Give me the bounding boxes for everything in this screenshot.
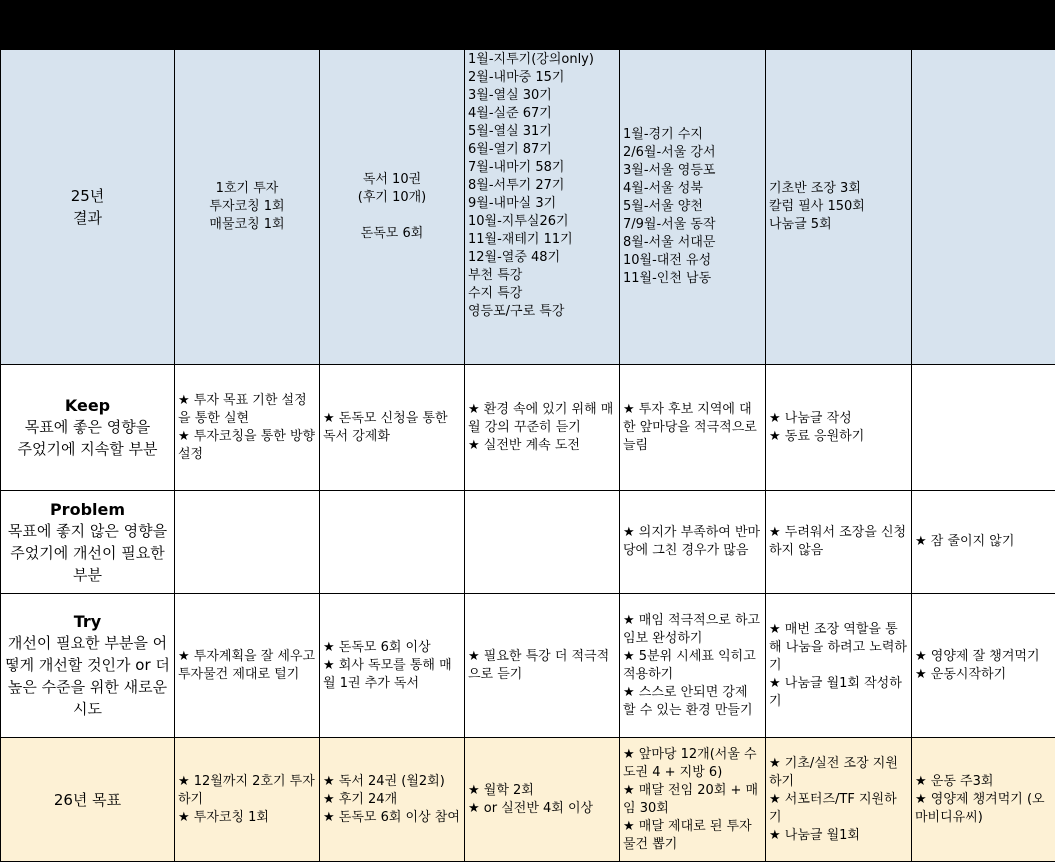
result-environment: 기초반 조장 3회 칼럼 필사 150회 나눔글 5회 [766, 50, 912, 365]
goal-imjang: ★ 앞마당 12개(서울 수도권 4 + 지방 6) ★ 매달 전임 20회 + 매임 30회 ★ 매달 제대로 된 투자 물건 뽑기 [620, 738, 766, 862]
problem-health: ★ 잠 줄이지 않기 [912, 491, 1055, 594]
header-category: 무한한상상 [1, 1, 175, 50]
row-2025-result [1, 50, 1055, 365]
try-desc: 개선이 필요한 부분을 어떻게 개선할 것인가 or 더 높은 수준을 위한 새로운 시도 [4, 632, 171, 720]
problem-investment [175, 491, 320, 594]
try-investment: ★ 투자계획을 잘 세우고 투자물건 제대로 털기 [175, 594, 320, 738]
keep-reading: ★ 돈독모 신청을 통한 독서 강제화 [320, 365, 465, 491]
row-try [1, 594, 1055, 738]
try-title: Try [4, 611, 171, 632]
keep-health [912, 365, 1055, 491]
problem-imjang: ★ 의지가 부족하여 반마당에 그친 경우가 많음 [620, 491, 766, 594]
result-imjang: 1월-경기 수지 2/6월-서울 강서 3월-서울 영등포 4월-서울 성북 5월-서울 양천 7/9월-서울 동작 8월-서울 서대문 10월-대전 유성 11월-인천 남동 [620, 50, 766, 365]
goal-health: ★ 운동 주3회 ★ 영양제 챙겨먹기 (오마비디유씨) [912, 738, 1055, 862]
try-environment: ★ 매번 조장 역할을 통해 나눔을 하려고 노력하기 ★ 나눔글 월1회 작성하기 [766, 594, 912, 738]
try-imjang: ★ 매임 적극적으로 하고 임보 완성하기 ★ 5분위 시세표 익히고 적용하기 ★ 스스로 안되면 강제 할 수 있는 환경 만들기 [620, 594, 766, 738]
keep-investment: ★ 투자 목표 기한 설정을 통한 실현 ★ 투자코칭을 통한 방향 설정 [175, 365, 320, 491]
problem-desc: 목표에 좋지 않은 영향을 주었기에 개선이 필요한 부분 [4, 520, 171, 586]
problem-lecture [465, 491, 620, 594]
header-lecture: 강의 [465, 1, 620, 50]
result-reading: 독서 10권 (후기 10개) 돈독모 6회 [320, 50, 465, 365]
row-label-try [1, 594, 175, 738]
row-label-problem [1, 491, 175, 594]
row-label-result: 25년 결과 [1, 50, 175, 365]
row-keep [1, 365, 1055, 491]
header-imjang: 임장 (앞마당) [620, 1, 766, 50]
header-row [1, 1, 1055, 50]
keep-imjang: ★ 투자 후보 지역에 대한 앞마당을 적극적으로 늘림 [620, 365, 766, 491]
keep-environment: ★ 나눔글 작성 ★ 동료 응원하기 [766, 365, 912, 491]
goal-lecture: ★ 월학 2회 ★ or 실전반 4회 이상 [465, 738, 620, 862]
try-lecture: ★ 필요한 특강 더 적극적으로 듣기 [465, 594, 620, 738]
row-2026-goal [1, 738, 1055, 862]
result-lecture: 1월-지투기(강의only) 2월-내마중 15기 3월-열실 30기 4월-실준 67기 5월-열실 31기 6월-열기 87기 7월-내마기 58기 8월-서투기 27기 9월-내마실 3기 10월-지투실26기 11월-재테기 11기 12월-열중 48기 부천 특강 수지 특강 영등포/구로 특강 [465, 50, 620, 365]
goal-reading: ★ 독서 24권 (월2회) ★ 후기 24개 ★ 돈독모 6회 이상 참여 [320, 738, 465, 862]
problem-environment: ★ 두려워서 조장을 신청하지 않음 [766, 491, 912, 594]
keep-desc: 목표에 좋은 영향을 주었기에 지속할 부분 [4, 416, 171, 460]
try-reading: ★ 돈독모 6회 이상 ★ 회사 독모를 통해 매월 1권 추가 독서 [320, 594, 465, 738]
header-reading: 독서 (독서후기) [320, 1, 465, 50]
result-investment: 1호기 투자 투자코칭 1회 매물코칭 1회 [175, 50, 320, 365]
row-problem [1, 491, 1055, 594]
keep-lecture: ★ 환경 속에 있기 위해 매월 강의 꾸준히 듣기 ★ 실전반 계속 도전 [465, 365, 620, 491]
keep-title: Keep [4, 395, 171, 416]
header-investment: 투자 [175, 1, 320, 50]
header-environment: 환경 (인맥/나눔) [766, 1, 912, 50]
goal-environment: ★ 기초/실전 조장 지원하기 ★ 서포터즈/TF 지원하기 ★ 나눔글 월1회 [766, 738, 912, 862]
header-health: 건강 [912, 1, 1055, 50]
goal-investment: ★ 12월까지 2호기 투자하기 ★ 투자코칭 1회 [175, 738, 320, 862]
row-label-goal: 26년 목표 [1, 738, 175, 862]
problem-reading [320, 491, 465, 594]
row-label-keep [1, 365, 175, 491]
try-health: ★ 영양제 잘 챙겨먹기 ★ 운동시작하기 [912, 594, 1055, 738]
problem-title: Problem [4, 499, 171, 520]
result-health [912, 50, 1055, 365]
